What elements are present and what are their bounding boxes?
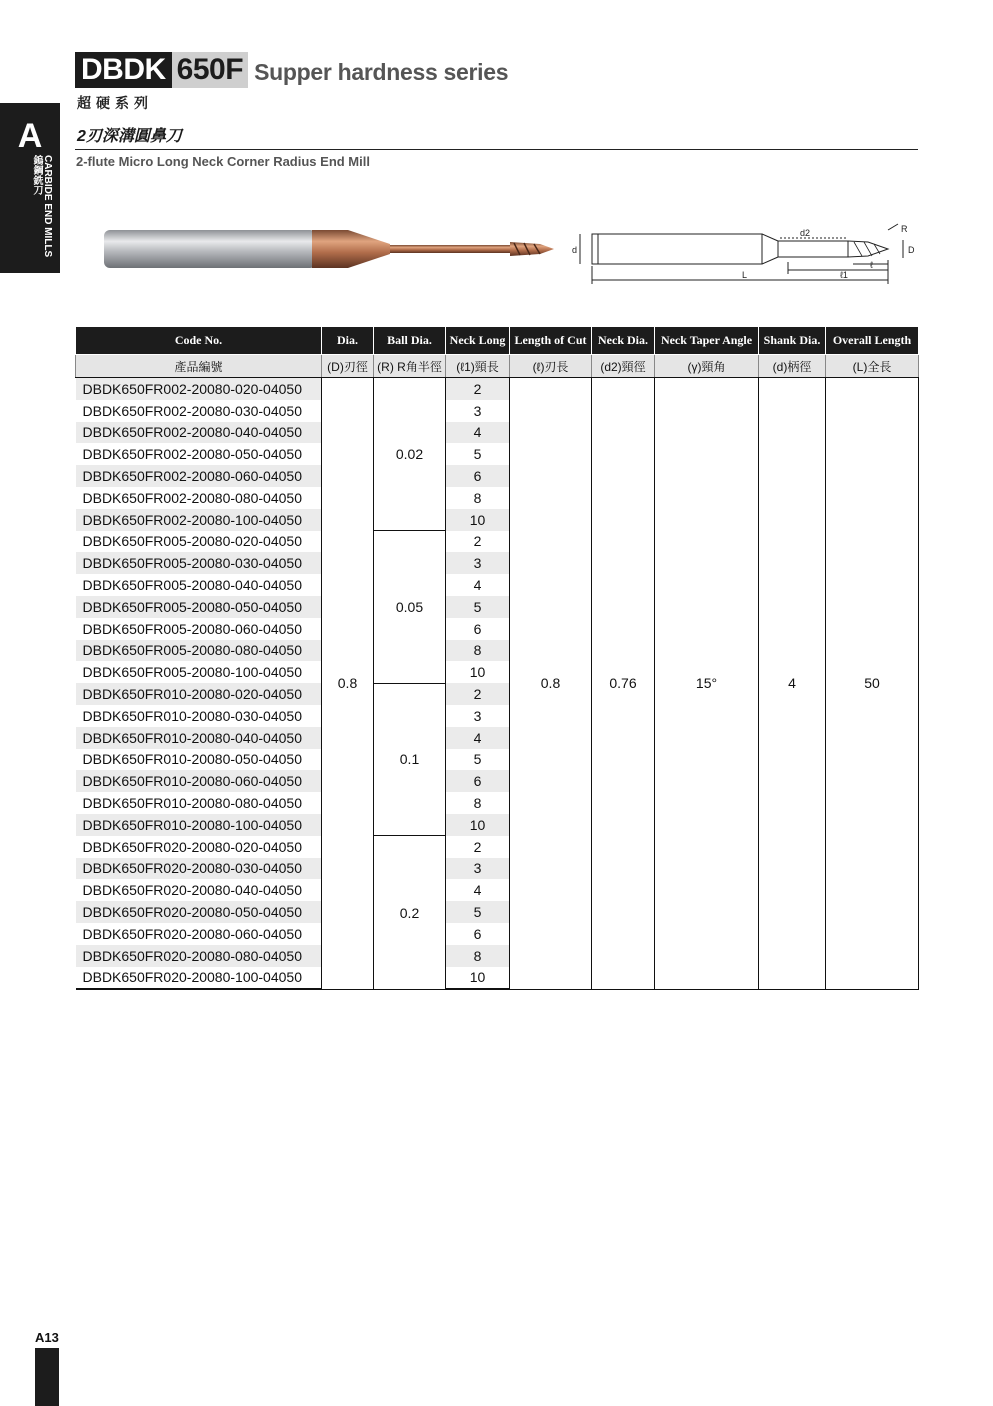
cell-code: DBDK650FR002-20080-030-04050 bbox=[76, 400, 322, 422]
cell-code: DBDK650FR010-20080-060-04050 bbox=[76, 770, 322, 792]
header-length-of-cut: Length of Cut bbox=[510, 327, 592, 355]
header-shank-dia: Shank Dia. bbox=[759, 327, 826, 355]
cell-code: DBDK650FR005-20080-040-04050 bbox=[76, 574, 322, 596]
series-name-cn: 超硬系列 bbox=[77, 95, 153, 111]
title-divider bbox=[75, 149, 918, 150]
header-cn-shank-dia: (d)柄徑 bbox=[759, 355, 826, 378]
section-label bbox=[31, 155, 53, 257]
cell-neck-long: 10 bbox=[446, 814, 510, 836]
page-marker bbox=[35, 1348, 59, 1406]
cell-code: DBDK650FR010-20080-020-04050 bbox=[76, 683, 322, 705]
cell-neck-long: 10 bbox=[446, 661, 510, 683]
cell-neck-long: 5 bbox=[446, 443, 510, 465]
spec-table bbox=[75, 326, 919, 990]
diagram-label-cut: ℓ bbox=[870, 260, 873, 270]
model-label: 650F bbox=[172, 52, 248, 88]
cell-code: DBDK650FR010-20080-040-04050 bbox=[76, 727, 322, 749]
end-mill-photo bbox=[100, 212, 560, 287]
cell-code: DBDK650FR005-20080-050-04050 bbox=[76, 596, 322, 618]
cell-code: DBDK650FR010-20080-050-04050 bbox=[76, 749, 322, 771]
header-cn-code: 產品編號 bbox=[76, 355, 322, 378]
brand-label: DBDK bbox=[75, 52, 172, 88]
header-ball-dia: Ball Dia. bbox=[374, 327, 446, 355]
header-cn-neck-dia: (d2)頸徑 bbox=[592, 355, 655, 378]
header-overall-length: Overall Length bbox=[826, 327, 919, 355]
header-dia: Dia. bbox=[322, 327, 374, 355]
page-number: A13 bbox=[35, 1330, 59, 1345]
cell-code: DBDK650FR002-20080-020-04050 bbox=[76, 378, 322, 400]
cell-neck-long: 5 bbox=[446, 749, 510, 771]
cell-code: DBDK650FR020-20080-040-04050 bbox=[76, 879, 322, 901]
header-cn-dia: (D)刃徑 bbox=[322, 355, 374, 378]
diagram-label-dia: D bbox=[908, 245, 915, 255]
section-letter: A bbox=[17, 117, 43, 155]
cell-code: DBDK650FR020-20080-030-04050 bbox=[76, 858, 322, 880]
cell-neck-long: 10 bbox=[446, 509, 510, 531]
cell-overall-length: 50 bbox=[826, 378, 919, 990]
header-taper-angle: Neck Taper Angle bbox=[655, 327, 759, 355]
cell-ball-dia: 0.02 bbox=[374, 378, 446, 531]
cell-code: DBDK650FR002-20080-040-04050 bbox=[76, 422, 322, 444]
cell-code: DBDK650FR020-20080-080-04050 bbox=[76, 945, 322, 967]
section-label-en: CARBIDE END MILLS bbox=[42, 155, 53, 258]
cell-length-of-cut: 0.8 bbox=[510, 378, 592, 990]
cell-code: DBDK650FR002-20080-080-04050 bbox=[76, 487, 322, 509]
header-cn-overall-length: (L)全長 bbox=[826, 355, 919, 378]
header-cn-length-of-cut: (ℓ)刃長 bbox=[510, 355, 592, 378]
cell-taper-angle: 15° bbox=[655, 378, 759, 990]
cell-code: DBDK650FR020-20080-100-04050 bbox=[76, 967, 322, 990]
cell-code: DBDK650FR020-20080-060-04050 bbox=[76, 923, 322, 945]
header-neck-long: Neck Long bbox=[446, 327, 510, 355]
cell-neck-long: 4 bbox=[446, 727, 510, 749]
cell-code: DBDK650FR010-20080-030-04050 bbox=[76, 705, 322, 727]
cell-code: DBDK650FR010-20080-100-04050 bbox=[76, 814, 322, 836]
diagram-label-neck: d2 bbox=[800, 228, 811, 238]
cell-neck-long: 4 bbox=[446, 574, 510, 596]
cell-neck-long: 10 bbox=[446, 967, 510, 990]
cell-neck-long: 8 bbox=[446, 945, 510, 967]
cell-code: DBDK650FR002-20080-050-04050 bbox=[76, 443, 322, 465]
cell-dia: 0.8 bbox=[322, 378, 374, 990]
cell-code: DBDK650FR020-20080-050-04050 bbox=[76, 901, 322, 923]
cell-code: DBDK650FR020-20080-020-04050 bbox=[76, 836, 322, 858]
diagram-label-radius: R bbox=[901, 224, 908, 234]
cell-ball-dia: 0.2 bbox=[374, 836, 446, 990]
cell-neck-long: 3 bbox=[446, 858, 510, 880]
cell-neck-long: 2 bbox=[446, 836, 510, 858]
cell-code: DBDK650FR005-20080-060-04050 bbox=[76, 618, 322, 640]
cell-neck-long: 2 bbox=[446, 683, 510, 705]
series-name-en: Supper hardness series bbox=[254, 59, 509, 85]
diagram-label-shank: d bbox=[572, 245, 578, 255]
cell-neck-long: 4 bbox=[446, 422, 510, 444]
cell-neck-long: 6 bbox=[446, 923, 510, 945]
cell-code: DBDK650FR005-20080-020-04050 bbox=[76, 531, 322, 553]
cell-shank-dia: 4 bbox=[759, 378, 826, 990]
cell-neck-long: 6 bbox=[446, 618, 510, 640]
cell-code: DBDK650FR010-20080-080-04050 bbox=[76, 792, 322, 814]
cell-code: DBDK650FR002-20080-060-04050 bbox=[76, 465, 322, 487]
cell-neck-long: 8 bbox=[446, 792, 510, 814]
cell-neck-long: 5 bbox=[446, 596, 510, 618]
header-cn-neck-long: (ℓ1)頸長 bbox=[446, 355, 510, 378]
header-cn-taper-angle: (γ)頸角 bbox=[655, 355, 759, 378]
product-title-cn: 2刃深溝圓鼻刀 bbox=[77, 128, 182, 145]
cell-neck-dia: 0.76 bbox=[592, 378, 655, 990]
cell-neck-long: 6 bbox=[446, 465, 510, 487]
cell-neck-long: 8 bbox=[446, 640, 510, 662]
series-title bbox=[75, 52, 508, 88]
header-neck-dia: Neck Dia. bbox=[592, 327, 655, 355]
cell-neck-long: 8 bbox=[446, 487, 510, 509]
section-tab bbox=[0, 103, 60, 273]
cell-neck-long: 2 bbox=[446, 378, 510, 400]
cell-code: DBDK650FR005-20080-080-04050 bbox=[76, 640, 322, 662]
dimension-diagram bbox=[568, 222, 918, 287]
cell-neck-long: 4 bbox=[446, 879, 510, 901]
product-title-en: 2-flute Micro Long Neck Corner Radius End Mill bbox=[76, 154, 370, 169]
cell-ball-dia: 0.1 bbox=[374, 683, 446, 836]
spec-table-body bbox=[76, 378, 919, 990]
section-label-cn: 鎢鋼銑刀 bbox=[31, 155, 42, 195]
cell-neck-long: 5 bbox=[446, 901, 510, 923]
cell-code: DBDK650FR005-20080-030-04050 bbox=[76, 552, 322, 574]
table-row bbox=[76, 378, 919, 400]
cell-code: DBDK650FR002-20080-100-04050 bbox=[76, 509, 322, 531]
cell-code: DBDK650FR005-20080-100-04050 bbox=[76, 661, 322, 683]
cell-neck-long: 3 bbox=[446, 705, 510, 727]
cell-neck-long: 3 bbox=[446, 400, 510, 422]
cell-neck-long: 2 bbox=[446, 531, 510, 553]
header-cn-ball-dia: (R) R角半徑 bbox=[374, 355, 446, 378]
cell-ball-dia: 0.05 bbox=[374, 531, 446, 684]
diagram-label-overall: L bbox=[742, 270, 748, 280]
header-code: Code No. bbox=[76, 327, 322, 355]
cell-neck-long: 3 bbox=[446, 552, 510, 574]
cell-neck-long: 6 bbox=[446, 770, 510, 792]
diagram-label-neck-long: ℓ1 bbox=[840, 270, 848, 280]
